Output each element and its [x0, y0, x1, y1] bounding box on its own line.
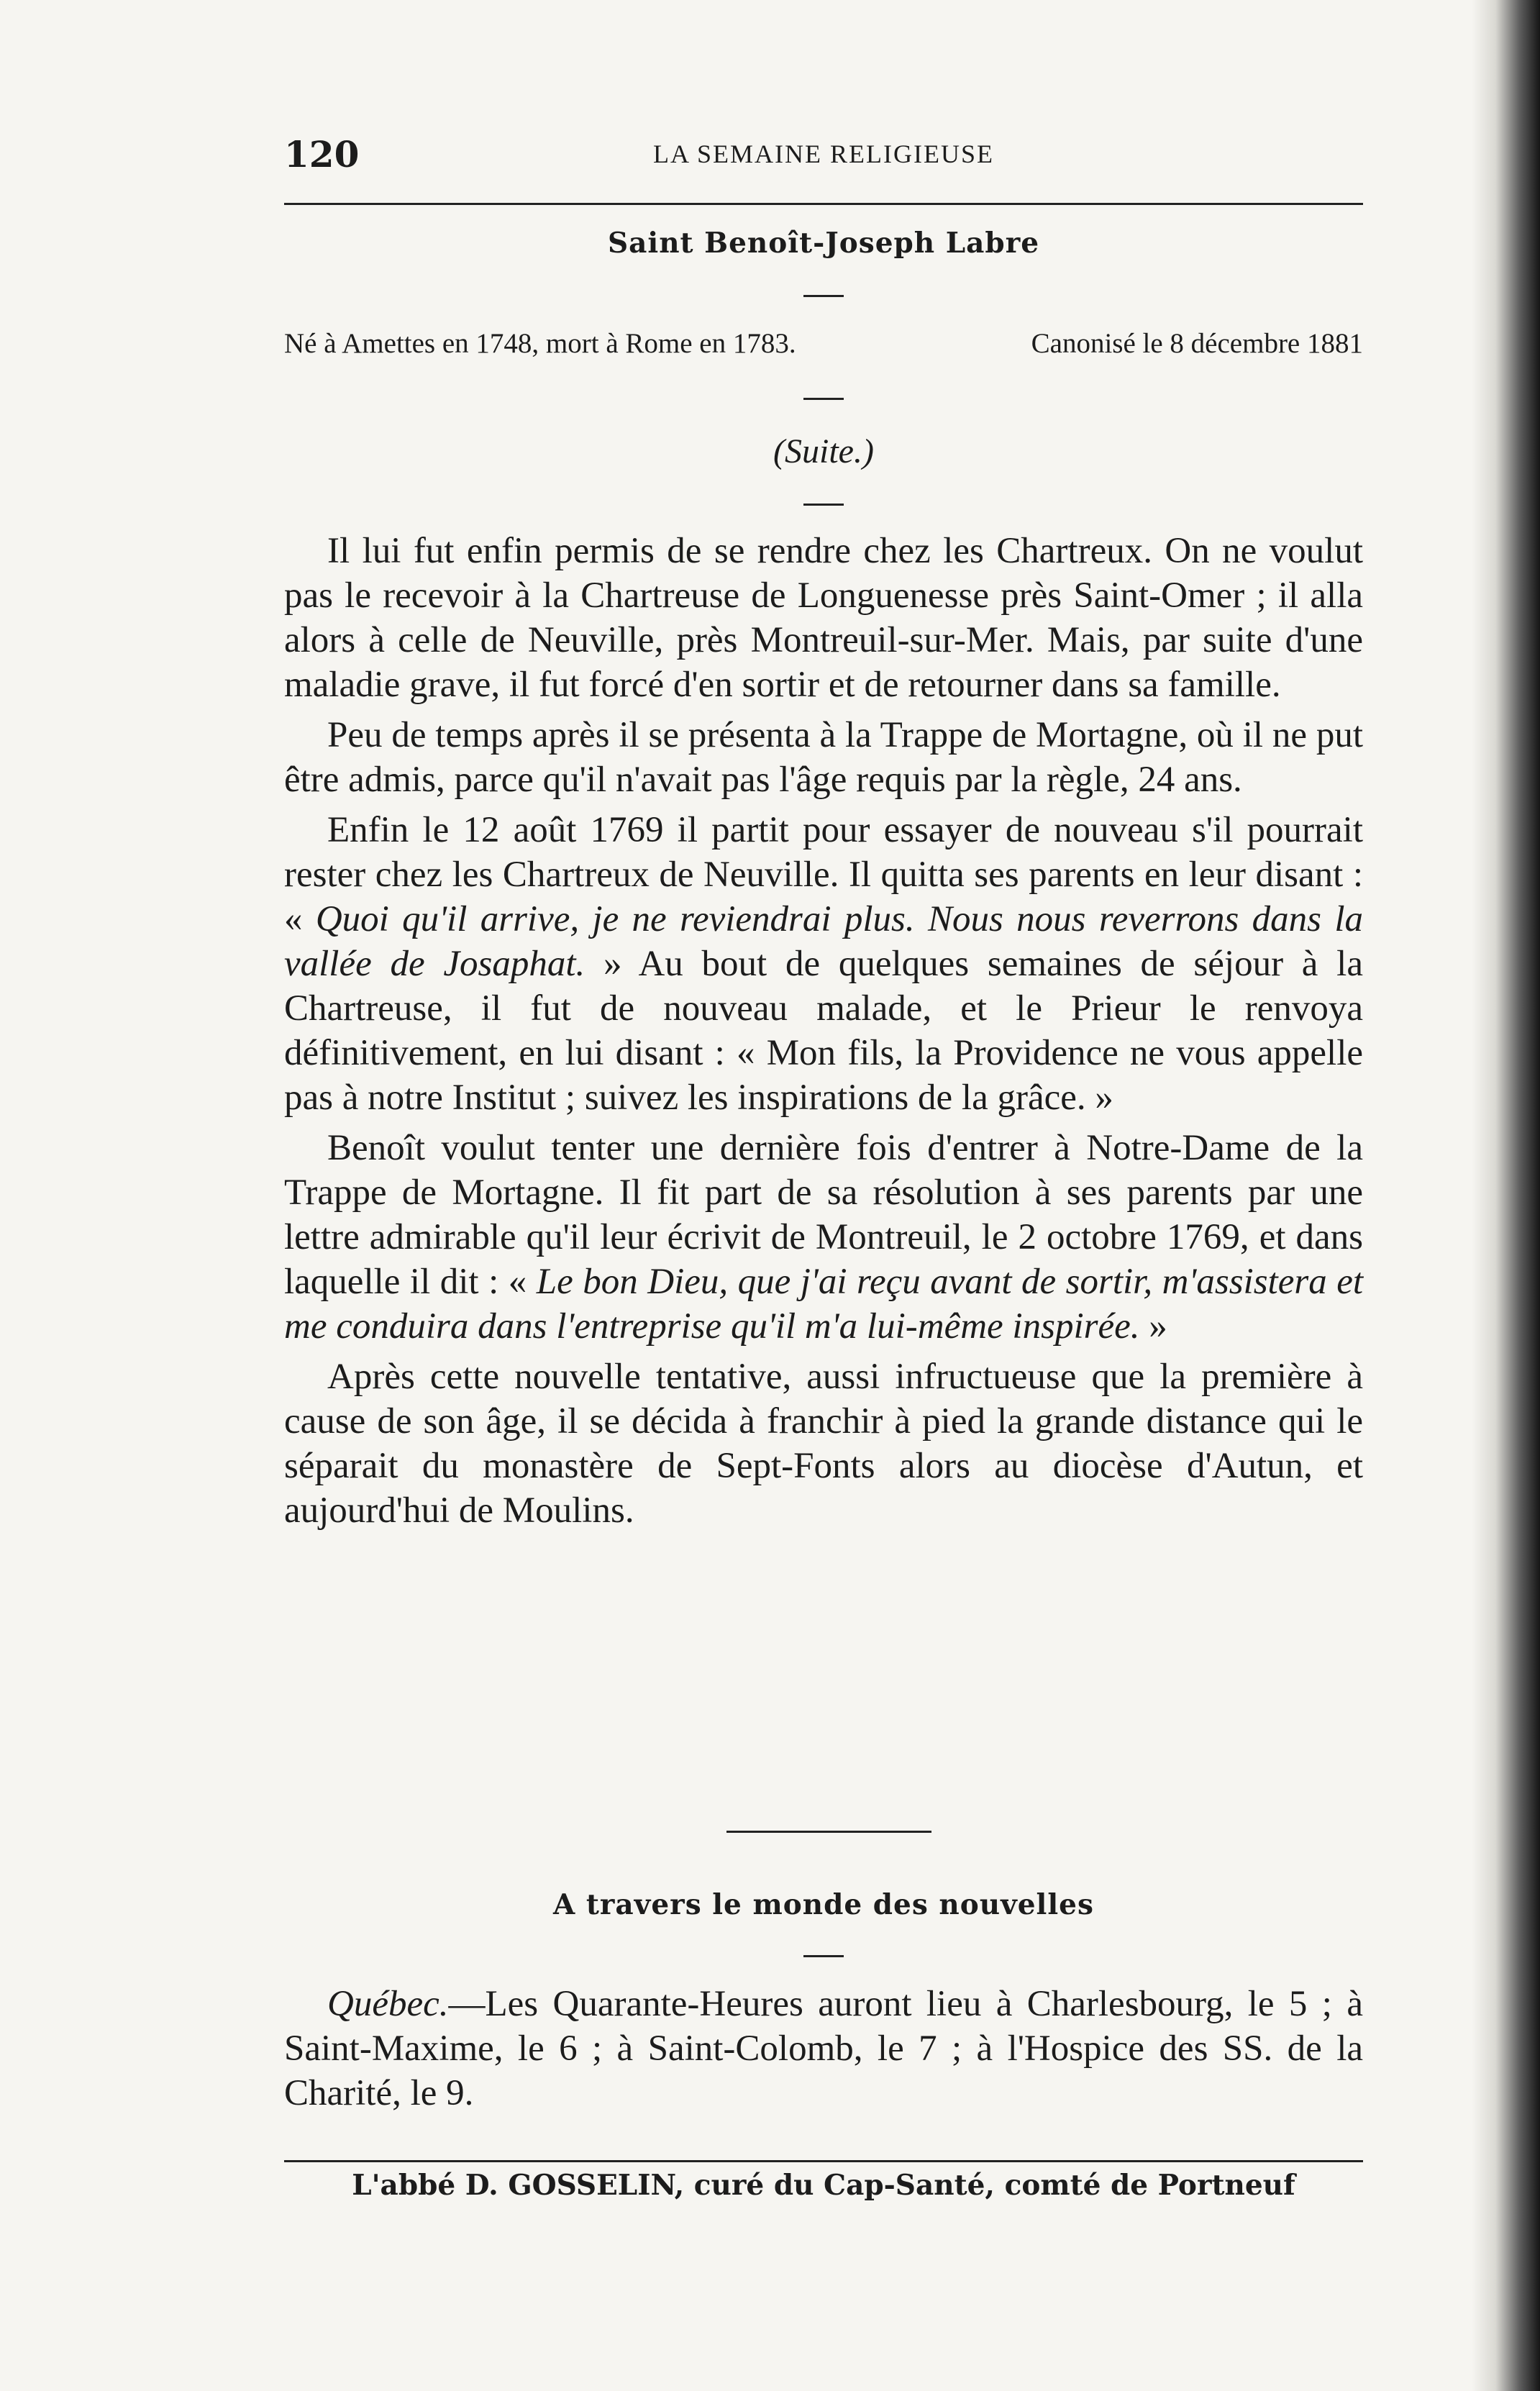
suite-dash: [803, 504, 844, 506]
paragraph: [284, 713, 1363, 802]
scan-binding-edge: [1472, 0, 1540, 2391]
news-place: Québec.: [327, 1984, 449, 2024]
paragraph-text: Benoît voulut tenter une dernière fois d'entrer à Notre-Dame de la Trappe de Mortagne. Il fit part de sa résolution à ses parents par une lettre admirable qu'il leur écrivit de Montreuil, le 2 octobre 1769, et dans laquelle il dit : «: [284, 1128, 1363, 1302]
footer-rule: [284, 2160, 1363, 2162]
section-separator: [726, 1831, 931, 1833]
continued-label: (Suite.): [773, 432, 874, 470]
dates-dash: [803, 398, 844, 400]
canonization: Canonisé le 8 décembre 1881: [1031, 328, 1363, 359]
news-body: [284, 1982, 1363, 2116]
birth-death: Né à Amettes en 1748, mort à Rome en 1783.: [284, 328, 796, 359]
quote: Le bon Dieu, que j'ai reçu avant de sortir, m'assistera et me conduira dans l'entreprise qu'il m'a lui-même inspirée.: [284, 1262, 1364, 1347]
paragraph-text: Enfin le 12 août 1769 il partit pour essayer de nouveau s'il pourrait rester chez les Chartreux de Neuville. Il quitta ses parents en leur disant : «: [284, 810, 1363, 939]
header-rule: [284, 203, 1363, 205]
quote: Quoi qu'il arrive, je ne reviendrai plus. Nous nous reverrons dans la vallée de Josaphat.: [284, 899, 1363, 984]
page-header: [284, 133, 1363, 176]
paragraph: [284, 808, 1363, 1120]
news-item: [284, 1982, 1363, 2116]
paragraph: [284, 1126, 1363, 1349]
title-dash: [803, 295, 844, 297]
article-body: [284, 529, 1363, 1533]
paragraph: Après cette nouvelle tentative, aussi infructueuse que la première à cause de son âge, il se décida à franchir à pied la grande distance qui le séparait du monastère de Sept-Fonts alors au diocèse d'Autun, et aujourd'hui de Moulins.: [284, 1357, 1363, 1531]
running-title: LA SEMAINE RELIGIEUSE: [653, 140, 994, 168]
paragraph-text: » Au bout de quelques semaines de séjour à la Chartreuse, il fut de nouveau malade, et le Prieur le renvoya définitivement, en lui disant : « Mon fils, la Providence ne vous appelle pas à notre Institut ; suivez les inspirations de la grâce. »: [284, 944, 1363, 1118]
paragraph-text: »: [1149, 1306, 1167, 1347]
article-title: Saint Benoît-Joseph Labre: [607, 227, 1040, 260]
page: [284, 0, 1363, 2391]
paragraph: Il lui fut enfin permis de se rendre chez les Chartreux. On ne voulut pas le recevoir à la Chartreuse de Longuenesse près Saint-Omer ; il alla alors à celle de Neuville, près Montreuil-sur-Mer. Mais, par suite d'une maladie grave, il fut forcé d'en sortir et de retourner dans sa famille.: [284, 531, 1363, 705]
news-title: A travers le monde des nouvelles: [553, 1888, 1094, 1921]
news-text: —Les Quarante-Heures auront lieu à Charlesbourg, le 5 ; à Saint-Maxime, le 6 ; à Saint-Colomb, le 7 ; à l'Hospice des SS. de la Charité, le 9.: [284, 1984, 1363, 2113]
page-number: 120: [284, 133, 360, 176]
article-dates: [284, 327, 1363, 360]
paragraph-text: Peu de temps après il se présenta à la Trappe de Mortagne, où il ne put être admis, parce qu'il n'avait pas l'âge requis par la règle, 24 ans.: [284, 715, 1363, 800]
news-dash: [803, 1955, 844, 1957]
imprint: L'abbé D. GOSSELIN, curé du Cap-Santé, comté de Portneuf: [352, 2169, 1295, 2202]
